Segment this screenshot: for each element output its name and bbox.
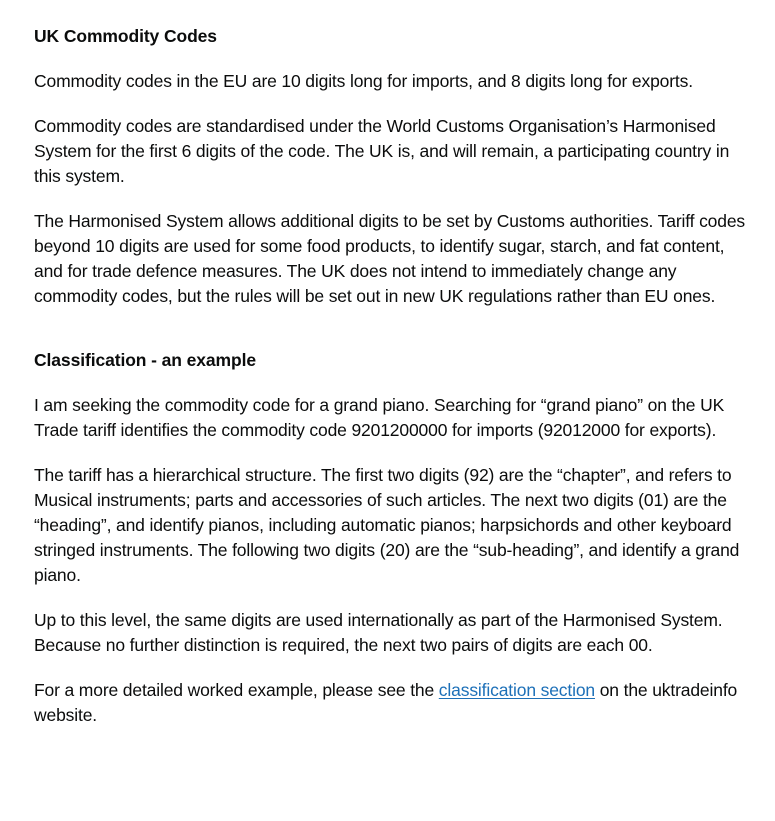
worked-example-text-after: on the uktradeinfo website. <box>34 680 738 725</box>
paragraph-harmonised-system: Commodity codes are standardised under the World Customs Organisation’s Harmonised System for the first 6 digits of the code. The UK is, and will remain, a participating country in this system. <box>34 116 730 186</box>
paragraph-international-level: Up to this level, the same digits are used internationally as part of the Harmonised System. Because no further distinction is required, the next two pairs of digits are each 00. <box>34 610 723 655</box>
article-content <box>34 24 746 748</box>
classification-section-link[interactable]: classification section <box>438 680 596 700</box>
paragraph-hierarchical-structure: The tariff has a hierarchical structure. The first two digits (92) are the “chapter”, and refers to Musical instruments; parts and accessories of such articles. The next two digits (01) are the “heading”, and identify pianos, including automatic pianos; harpsichords and other keyboard stringed instruments. The following two digits (20) are the “sub-heading”, and identify a grand piano. <box>34 465 740 585</box>
paragraph-grand-piano-search: I am seeking the commodity code for a grand piano. Searching for “grand piano” on the UK Trade tariff identifies the commodity code 9201200000 for imports (92012000 for exports). <box>34 395 725 440</box>
paragraph-worked-example <box>34 678 746 728</box>
heading-classification-example: Classification - an example <box>34 350 256 370</box>
worked-example-text-before: For a more detailed worked example, please see the <box>34 680 439 700</box>
heading-uk-commodity-codes: UK Commodity Codes <box>34 26 217 46</box>
paragraph-additional-digits: The Harmonised System allows additional digits to be set by Customs authorities. Tariff codes beyond 10 digits are used for some food products, to identify sugar, starch, and fat content, and for trade defence measures. The UK does not intend to immediately change any commodity codes, but the rules will be set out in new UK regulations rather than EU ones. <box>34 211 746 306</box>
paragraph-code-length: Commodity codes in the EU are 10 digits long for imports, and 8 digits long for exports. <box>34 71 693 91</box>
